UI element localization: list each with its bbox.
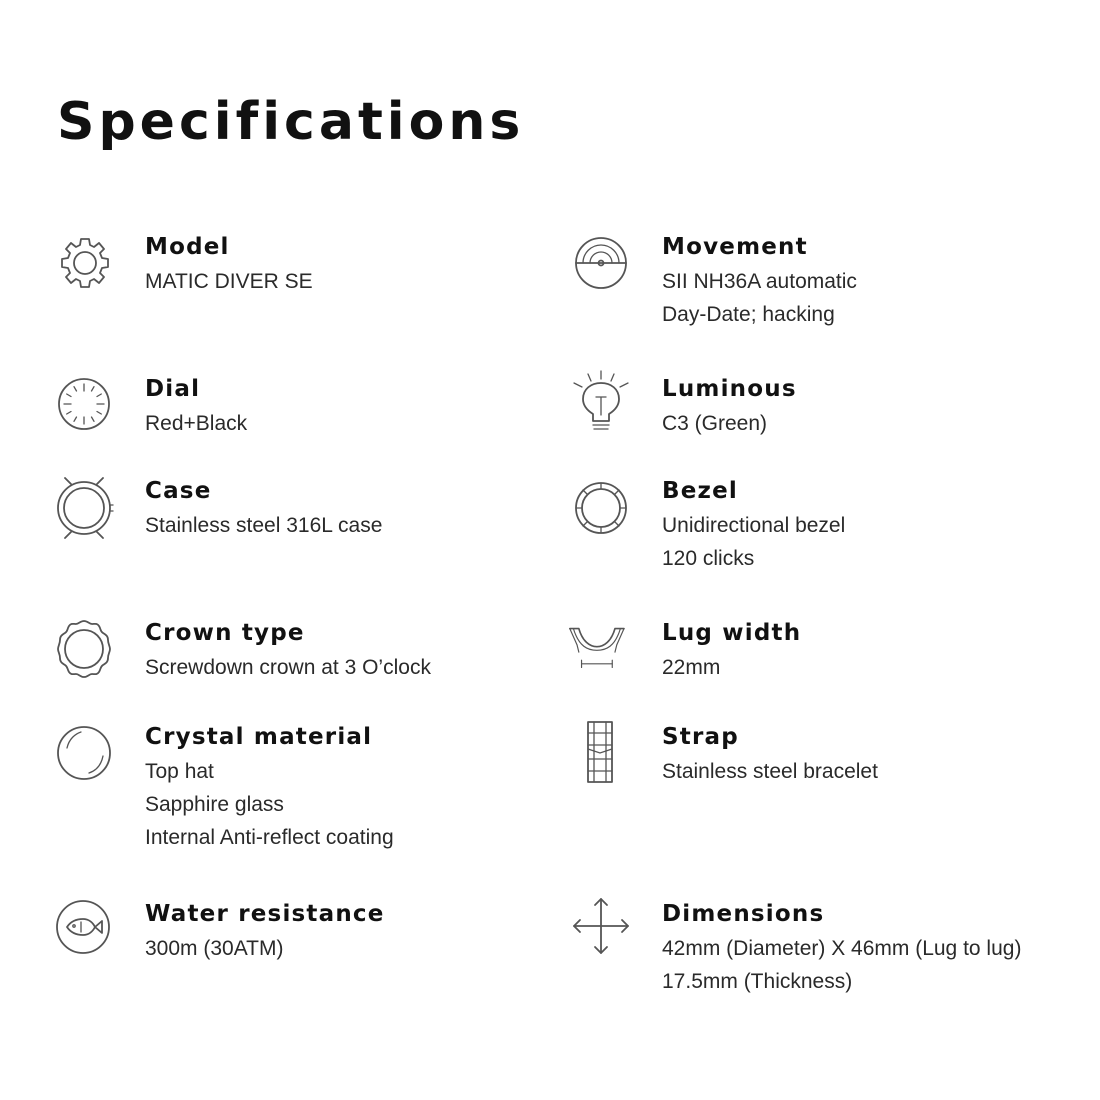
bezel-icon [574, 476, 630, 546]
fish-icon [57, 899, 113, 969]
spec-value: SII NH36A automatic Day-Date; hacking [662, 270, 857, 326]
spec-label: Dimensions [662, 901, 825, 927]
spec-label: Water resistance [145, 901, 385, 927]
spec-label: Lug width [662, 620, 802, 646]
spec-label: Bezel [662, 478, 738, 504]
spec-value: Red+Black [145, 412, 248, 435]
movement-icon [574, 232, 630, 302]
spec-value: 42mm (Diameter) X 46mm (Lug to lug) 17.5mm (Thickness) [662, 937, 1022, 993]
spec-label: Dial [145, 376, 201, 402]
spec-value: Stainless steel bracelet [662, 760, 878, 783]
lug-width-icon [568, 618, 624, 688]
spec-value: Top hat Sapphire glass Internal Anti-reflect coating [145, 760, 394, 849]
spec-label: Model [145, 234, 230, 260]
spec-label: Movement [662, 234, 808, 260]
spec-value: Unidirectional bezel 120 clicks [662, 514, 846, 570]
gear-icon [57, 232, 113, 302]
spec-value: Stainless steel 316L case [145, 514, 383, 537]
dimensions-icon [574, 899, 630, 969]
spec-label: Case [145, 478, 212, 504]
spec-label: Luminous [662, 376, 797, 402]
spec-label: Crystal material [145, 724, 373, 750]
spec-label: Crown type [145, 620, 305, 646]
dial-icon [57, 374, 113, 444]
watch-case-icon [57, 476, 113, 546]
spec-value: Screwdown crown at 3 O’clock [145, 656, 431, 679]
spec-value: 300m (30ATM) [145, 937, 284, 960]
page-title: Specifications [57, 92, 525, 152]
spec-value: C3 (Green) [662, 412, 768, 435]
spec-label: Strap [662, 724, 739, 750]
spec-value: 22mm [662, 656, 721, 679]
spec-value: MATIC DIVER SE [145, 270, 313, 293]
crown-icon [57, 618, 113, 688]
lightbulb-icon [574, 374, 630, 444]
crystal-icon [57, 722, 113, 792]
bracelet-icon [574, 722, 630, 792]
